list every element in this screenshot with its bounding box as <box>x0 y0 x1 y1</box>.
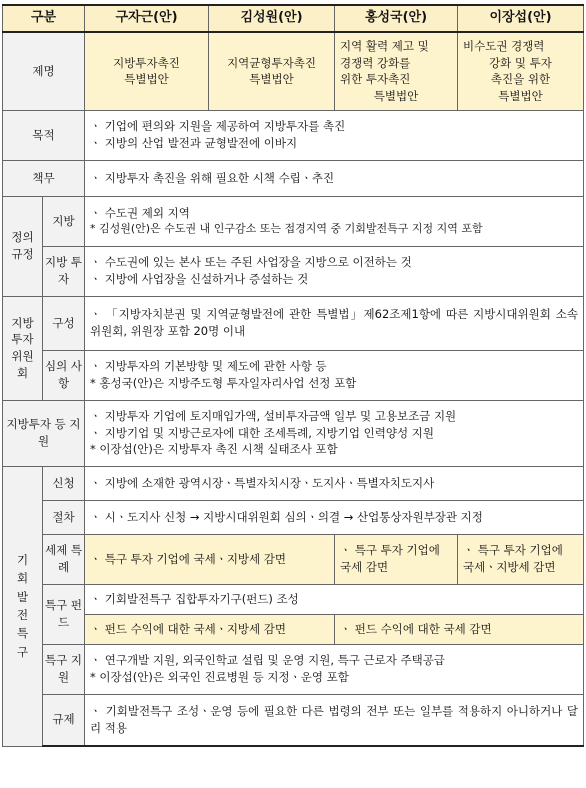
header-category: 구분 <box>3 5 85 32</box>
definition-invest-row <box>3 246 584 296</box>
title-row <box>3 32 584 110</box>
zone-tax-c: ㆍ 특구 투자 기업에 국세ㆍ지방세 감면 <box>458 534 584 584</box>
duty-label: 책무 <box>3 160 85 196</box>
zone-fund-line1: ㆍ 기회발전특구 집합투자기구(펀드) 조성 <box>85 584 584 614</box>
definition-region-row <box>3 196 584 246</box>
committee-composition-row <box>3 296 584 350</box>
committee-composition-content: ㆍ 「지방자치분권 및 지역균형발전에 관한 특별법」제62조제1항에 따른 지방시대위원회 소속 위원회, 위원장 포함 20명 이내 <box>85 296 584 350</box>
comparison-table <box>2 4 584 747</box>
zone-fund-a: ㆍ 펀드 수익에 대한 국세ㆍ지방세 감면 <box>85 614 335 644</box>
header-col-1: 구자근(안) <box>85 5 209 32</box>
duty-content: ㆍ 지방투자 촉진을 위해 필요한 시책 수립ㆍ추진 <box>85 160 584 196</box>
zone-fund-label: 특구 펀드 <box>43 584 85 644</box>
committee-deliberation-content: ㆍ 지방투자의 기본방향 및 제도에 관한 사항 등 * 홍성국(안)은 지방주도형 투자일자리사업 선정 포함 <box>85 350 584 400</box>
definition-region-content: ㆍ 수도권 제외 지역 * 김성원(안)은 수도권 내 인구감소 또는 접경지역 중 기회발전특구 지정 지역 포함 <box>85 196 584 246</box>
purpose-content: ㆍ 기업에 편의와 지원을 제공하여 지방투자를 촉진 ㆍ 지방의 산업 발전과 균형발전에 이바지 <box>85 110 584 160</box>
header-col-4: 이장섭(안) <box>458 5 584 32</box>
zone-regulation-content: ㆍ 기회발전특구 조성ㆍ운영 등에 필요한 다른 법령의 전부 또는 일부를 적용하지 아니하거나 달리 적용 <box>85 694 584 746</box>
zone-apply-row <box>3 466 584 500</box>
zone-procedure-row <box>3 500 584 534</box>
purpose-label: 목적 <box>3 110 85 160</box>
title-cell-1: 지방투자촉진 특별법안 <box>85 32 209 110</box>
title-cell-2: 지역균형투자촉진 특별법안 <box>209 32 335 110</box>
committee-composition-label: 구성 <box>43 296 85 350</box>
committee-deliberation-row <box>3 350 584 400</box>
definition-invest-label: 지방 투자 <box>43 246 85 296</box>
zone-tax-row <box>3 534 584 584</box>
zone-procedure-content: ㆍ 시ㆍ도지사 신청 → 지방시대위원회 심의ㆍ의결 → 산업통상자원부장관 지정 <box>85 500 584 534</box>
zone-support-row <box>3 644 584 694</box>
zone-fund-row-2 <box>3 614 584 644</box>
zone-apply-label: 신청 <box>43 466 85 500</box>
title-cell-4: 비수도권 경쟁력 강화 및 투자 촉진을 위한 특별법안 <box>458 32 584 110</box>
zone-fund-b: ㆍ 펀드 수익에 대한 국세 감면 <box>335 614 584 644</box>
header-col-2: 김성원(안) <box>209 5 335 32</box>
committee-label: 지방 투자 위원 회 <box>3 296 43 400</box>
definition-region-label: 지방 <box>43 196 85 246</box>
zone-tax-b: ㆍ 특구 투자 기업에 국세 감면 <box>335 534 458 584</box>
zone-procedure-label: 절차 <box>43 500 85 534</box>
purpose-row <box>3 110 584 160</box>
zone-support-content: ㆍ 연구개발 지원, 외국인학교 설립 및 운영 지원, 특구 근로자 주택공급 * 이장섭(안)은 외국인 진료병원 등 지정ㆍ운영 포함 <box>85 644 584 694</box>
definition-invest-content: ㆍ 수도권에 있는 본사 또는 주된 사업장을 지방으로 이전하는 것 ㆍ 지방에 사업장을 신설하거나 증설하는 것 <box>85 246 584 296</box>
zone-tax-label: 세제 특례 <box>43 534 85 584</box>
duty-row <box>3 160 584 196</box>
title-cell-3: 지역 활력 제고 및 경쟁력 강화를 위한 투자촉진 특별법안 <box>335 32 458 110</box>
zone-label: 기회발전특구 <box>3 466 43 746</box>
support-label: 지방투자 등 지원 <box>3 400 85 466</box>
zone-fund-row-1 <box>3 584 584 614</box>
support-row <box>3 400 584 466</box>
committee-deliberation-label: 심의 사항 <box>43 350 85 400</box>
definition-label: 정의 규정 <box>3 196 43 296</box>
header-row <box>3 5 584 32</box>
zone-support-label: 특구 지원 <box>43 644 85 694</box>
title-label: 제명 <box>3 32 85 110</box>
support-content: ㆍ 지방투자 기업에 토지매입가액, 설비투자금액 일부 및 고용보조금 지원 ㆍ 지방기업 및 지방근로자에 대한 조세특례, 지방기업 인력양성 지원 * 이장섭(안)은 지방투자 촉진 시책 실태조사 포함 <box>85 400 584 466</box>
zone-apply-content: ㆍ 지방에 소재한 광역시장ㆍ특별자치시장ㆍ도지사ㆍ특별자치도지사 <box>85 466 584 500</box>
zone-regulation-label: 규제 <box>43 694 85 746</box>
header-col-3: 홍성국(안) <box>335 5 458 32</box>
zone-regulation-row <box>3 694 584 746</box>
zone-tax-a: ㆍ 특구 투자 기업에 국세ㆍ지방세 감면 <box>85 534 335 584</box>
